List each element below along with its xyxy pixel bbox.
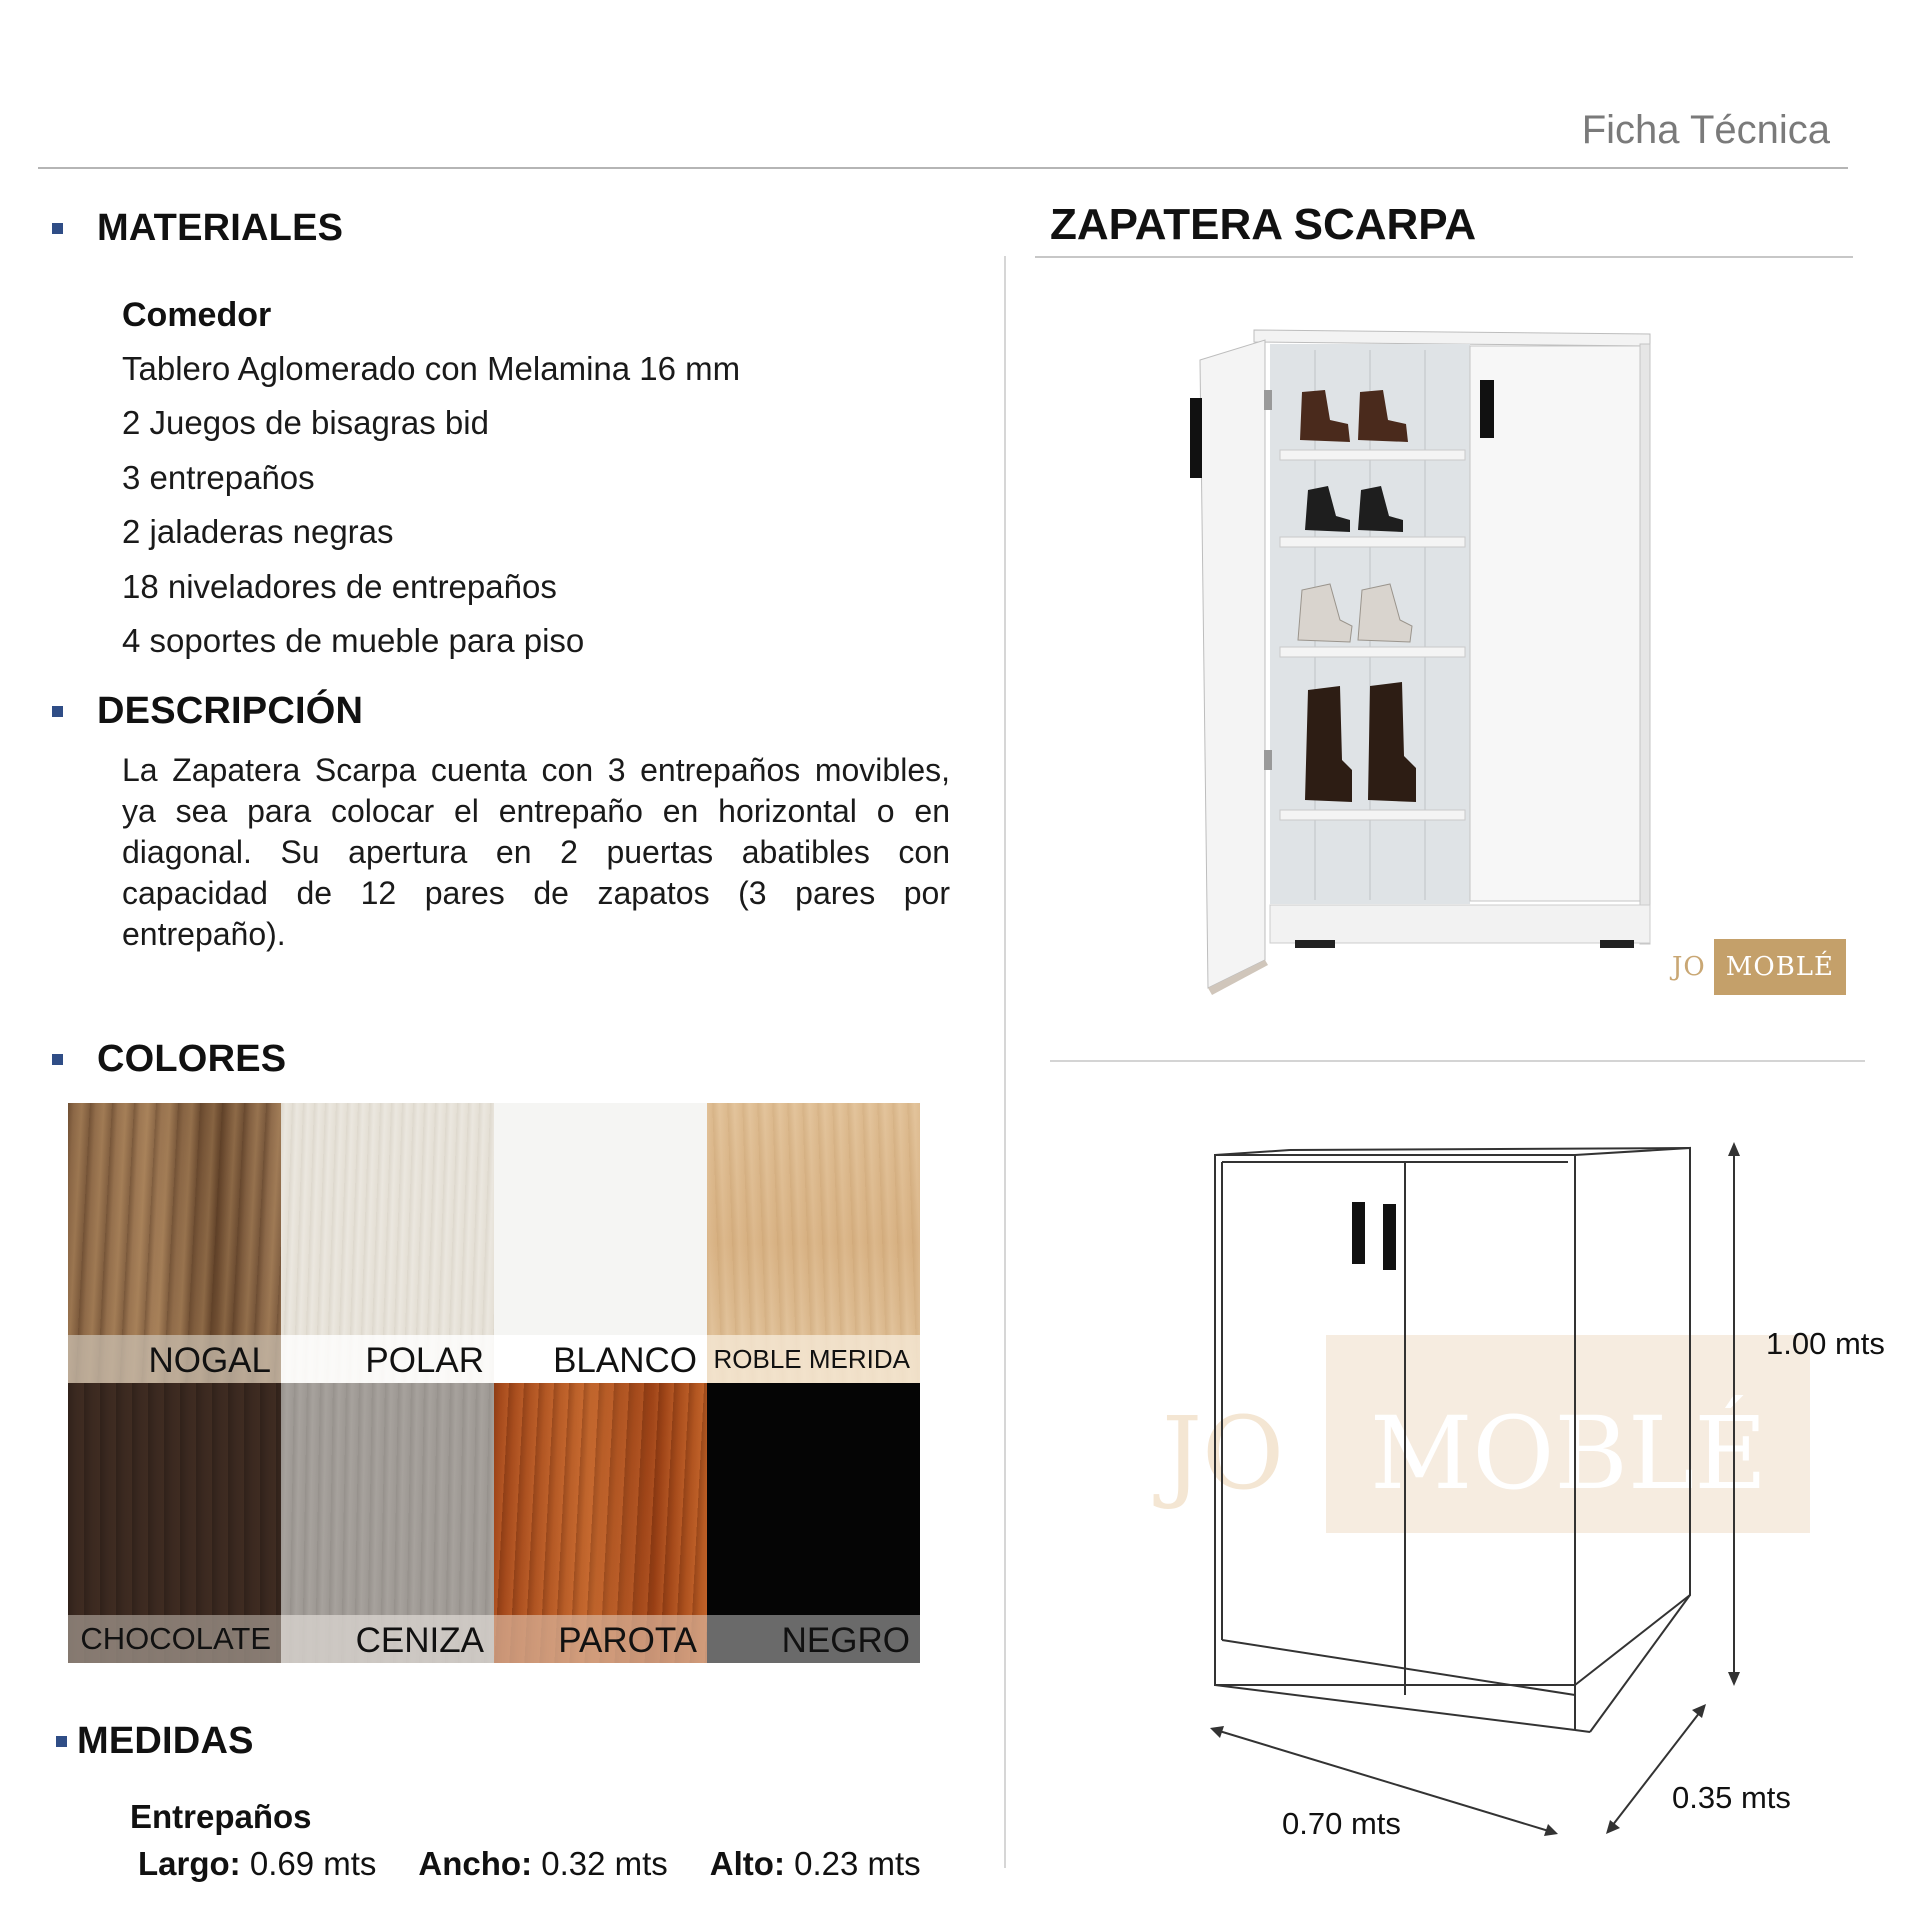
- section-bullet-icon: [52, 706, 63, 717]
- swatch-label: PAROTA: [558, 1621, 697, 1660]
- swatch-label: POLAR: [365, 1341, 484, 1380]
- door-handle: [1480, 380, 1494, 438]
- watermark-moble: MOBLÉ: [1370, 1395, 1768, 1512]
- section-title-descripcion: DESCRIPCIÓN: [97, 690, 364, 732]
- color-swatch-nogal: [68, 1103, 281, 1383]
- swatch-label: CENIZA: [355, 1621, 484, 1660]
- largo-label: Largo:: [138, 1845, 241, 1882]
- alto-label: Alto:: [709, 1845, 785, 1882]
- shelf-dimensions: [138, 1845, 921, 1883]
- color-swatch-ceniza: [281, 1383, 494, 1663]
- shelf: [1280, 450, 1465, 460]
- diagram-handle: [1352, 1202, 1365, 1264]
- door-handle: [1190, 398, 1202, 478]
- alto-value: 0.23 mts: [794, 1845, 921, 1882]
- swatch-label: ROBLE MERIDA: [713, 1344, 910, 1374]
- cabinet-top: [1254, 330, 1650, 346]
- section-divider: [1050, 1060, 1865, 1062]
- height-label: 1.00 mts: [1766, 1326, 1885, 1361]
- swatch-label: NOGAL: [148, 1341, 271, 1380]
- material-item: Tablero Aglomerado con Melamina 16 mm: [122, 350, 741, 387]
- material-item: 3 entrepaños: [122, 459, 315, 496]
- cabinet-door-right: [1470, 346, 1640, 901]
- section-title-medidas: MEDIDAS: [77, 1720, 254, 1762]
- column-divider: [1004, 256, 1006, 1868]
- brand-logo: [1672, 939, 1846, 995]
- material-item: 18 niveladores de entrepaños: [122, 568, 557, 605]
- color-swatch-chocolate: [68, 1383, 281, 1663]
- product-title: ZAPATERA SCARPA: [1050, 200, 1477, 249]
- color-swatch-blanco: [494, 1103, 707, 1383]
- cabinet-foot: [1295, 940, 1335, 948]
- cabinet-base: [1270, 905, 1650, 943]
- ancho-value: 0.32 mts: [541, 1845, 668, 1882]
- largo-value: 0.69 mts: [249, 1845, 377, 1882]
- width-label: 0.70 mts: [1282, 1806, 1401, 1841]
- material-item: 2 Juegos de bisagras bid: [122, 404, 489, 441]
- swatch-label: BLANCO: [553, 1341, 697, 1380]
- material-item: 2 jaladeras negras: [122, 513, 394, 550]
- page-header-title: Ficha Técnica: [1581, 108, 1830, 152]
- swatch-label: NEGRO: [781, 1621, 910, 1660]
- cabinet-foot: [1600, 940, 1634, 948]
- cabinet-side: [1640, 344, 1650, 944]
- header-divider: [38, 167, 1848, 169]
- brand-logo-jo: JO: [1672, 952, 1706, 982]
- materiales-subtitle: Comedor: [122, 296, 272, 334]
- shelf: [1280, 810, 1465, 820]
- watermark-jo: JO: [1162, 1395, 1285, 1512]
- diagram-handle: [1383, 1204, 1396, 1270]
- product-title-divider: [1035, 256, 1853, 258]
- dimension-diagram: [1140, 1120, 1920, 1860]
- section-bullet-icon: [52, 1054, 63, 1065]
- section-bullet-icon: [56, 1736, 67, 1747]
- color-swatch-parota: [494, 1383, 707, 1663]
- section-bullet-icon: [52, 223, 63, 234]
- swatch-label: CHOCOLATE: [80, 1621, 271, 1656]
- material-item: 4 soportes de mueble para piso: [122, 622, 585, 659]
- shelf: [1280, 537, 1465, 547]
- description-text: La Zapatera Scarpa cuenta con 3 entrepaños movibles, ya sea para colocar el entrepaño en horizontal o en diagonal. Su apertura en 2 puertas abatibles con capacidad de 12 pares de zapatos (3 pares por entrepaño).: [122, 752, 950, 952]
- ancho-label: Ancho:: [418, 1845, 533, 1882]
- depth-label: 0.35 mts: [1672, 1780, 1791, 1815]
- brand-logo-moble: MOBLÉ: [1714, 939, 1846, 995]
- cabinet-door-left: [1200, 340, 1265, 988]
- color-swatch-negro: [707, 1383, 920, 1663]
- medidas-subtitle: Entrepaños: [130, 1798, 312, 1835]
- section-title-colores: COLORES: [97, 1038, 287, 1080]
- shelf: [1280, 647, 1465, 657]
- color-swatch-polar: [281, 1103, 494, 1383]
- product-photo: [1180, 320, 1660, 1000]
- section-title-materiales: MATERIALES: [97, 207, 344, 249]
- color-swatch-roble-merida: [707, 1103, 920, 1383]
